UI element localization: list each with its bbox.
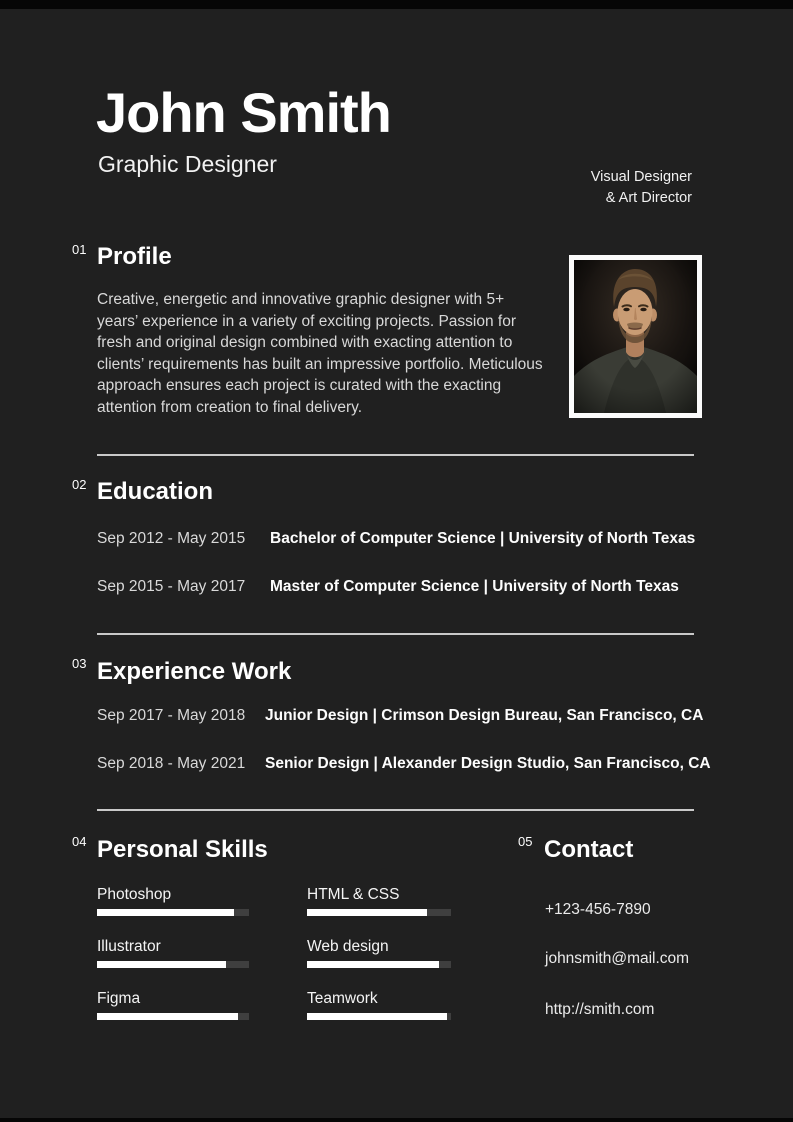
experience-dates: Sep 2017 - May 2018 [97, 707, 246, 724]
contact-phone[interactable]: +123-456-7890 [545, 901, 651, 918]
section-number-skills: 04 [72, 834, 87, 849]
skill-bar-html-css [307, 909, 451, 916]
tagline-line-2: & Art Director [605, 190, 692, 206]
top-frame-bar [0, 0, 793, 9]
education-dates: Sep 2012 - May 2015 [97, 530, 246, 547]
skill-bar-fill [97, 961, 226, 968]
person-name: John Smith [96, 81, 391, 144]
skill-bar-fill [97, 909, 234, 916]
section-number-experience: 03 [72, 656, 87, 671]
bottom-frame-bar [0, 1118, 793, 1122]
contact-website[interactable]: http://smith.com [545, 1001, 655, 1018]
section-number-profile: 01 [72, 242, 87, 257]
section-title-experience: Experience Work [97, 658, 292, 685]
tagline-line-1: Visual Designer [590, 169, 692, 185]
skill-bar-fill [97, 1013, 238, 1020]
section-number-contact: 05 [518, 834, 533, 849]
profile-summary-text: Creative, energetic and innovative graphic designer with 5+ years’ experience in a variety of exciting projects. Passion for fresh and original design combined with exacting attention to clients’ requirements has built an impressive portfolio. Meticulous approach ensures each project is curated with the exacting attention from creation to final delivery. [97, 291, 543, 416]
skill-bar-teamwork [307, 1013, 451, 1020]
portrait-photo [569, 255, 702, 418]
contact-email[interactable]: johnsmith@mail.com [545, 950, 690, 967]
skill-label-web-design: Web design [307, 938, 389, 955]
skill-bar-fill [307, 961, 439, 968]
divider-after-profile [97, 454, 694, 456]
skill-label-illustrator: Illustrator [97, 938, 161, 955]
experience-detail: Senior Design | Alexander Design Studio, San Francisco, CA [265, 755, 711, 772]
experience-dates: Sep 2018 - May 2021 [97, 755, 246, 772]
section-title-skills: Personal Skills [97, 836, 268, 863]
person-job-title: Graphic Designer [98, 151, 277, 177]
skill-bar-web-design [307, 961, 451, 968]
skill-label-html-css: HTML & CSS [307, 886, 400, 903]
section-title-profile: Profile [97, 243, 172, 270]
section-number-education: 02 [72, 477, 87, 492]
skill-bar-fill [307, 909, 427, 916]
section-title-education: Education [97, 478, 214, 505]
skill-bar-fill [307, 1013, 447, 1020]
skill-bar-figma [97, 1013, 249, 1020]
skill-bar-photoshop [97, 909, 249, 916]
divider-after-education [97, 633, 694, 635]
tagline [591, 167, 692, 209]
education-detail: Bachelor of Computer Science | University of North Texas [270, 530, 696, 547]
skill-label-teamwork: Teamwork [307, 990, 378, 1007]
education-dates: Sep 2015 - May 2017 [97, 578, 246, 595]
skill-bar-illustrator [97, 961, 249, 968]
skill-label-figma: Figma [97, 990, 141, 1007]
portrait-illustration [574, 260, 697, 413]
education-detail: Master of Computer Science | University of North Texas [270, 578, 679, 595]
skill-label-photoshop: Photoshop [97, 886, 172, 903]
experience-detail: Junior Design | Crimson Design Bureau, San Francisco, CA [265, 707, 704, 724]
section-title-contact: Contact [544, 836, 634, 863]
divider-after-experience [97, 809, 694, 811]
